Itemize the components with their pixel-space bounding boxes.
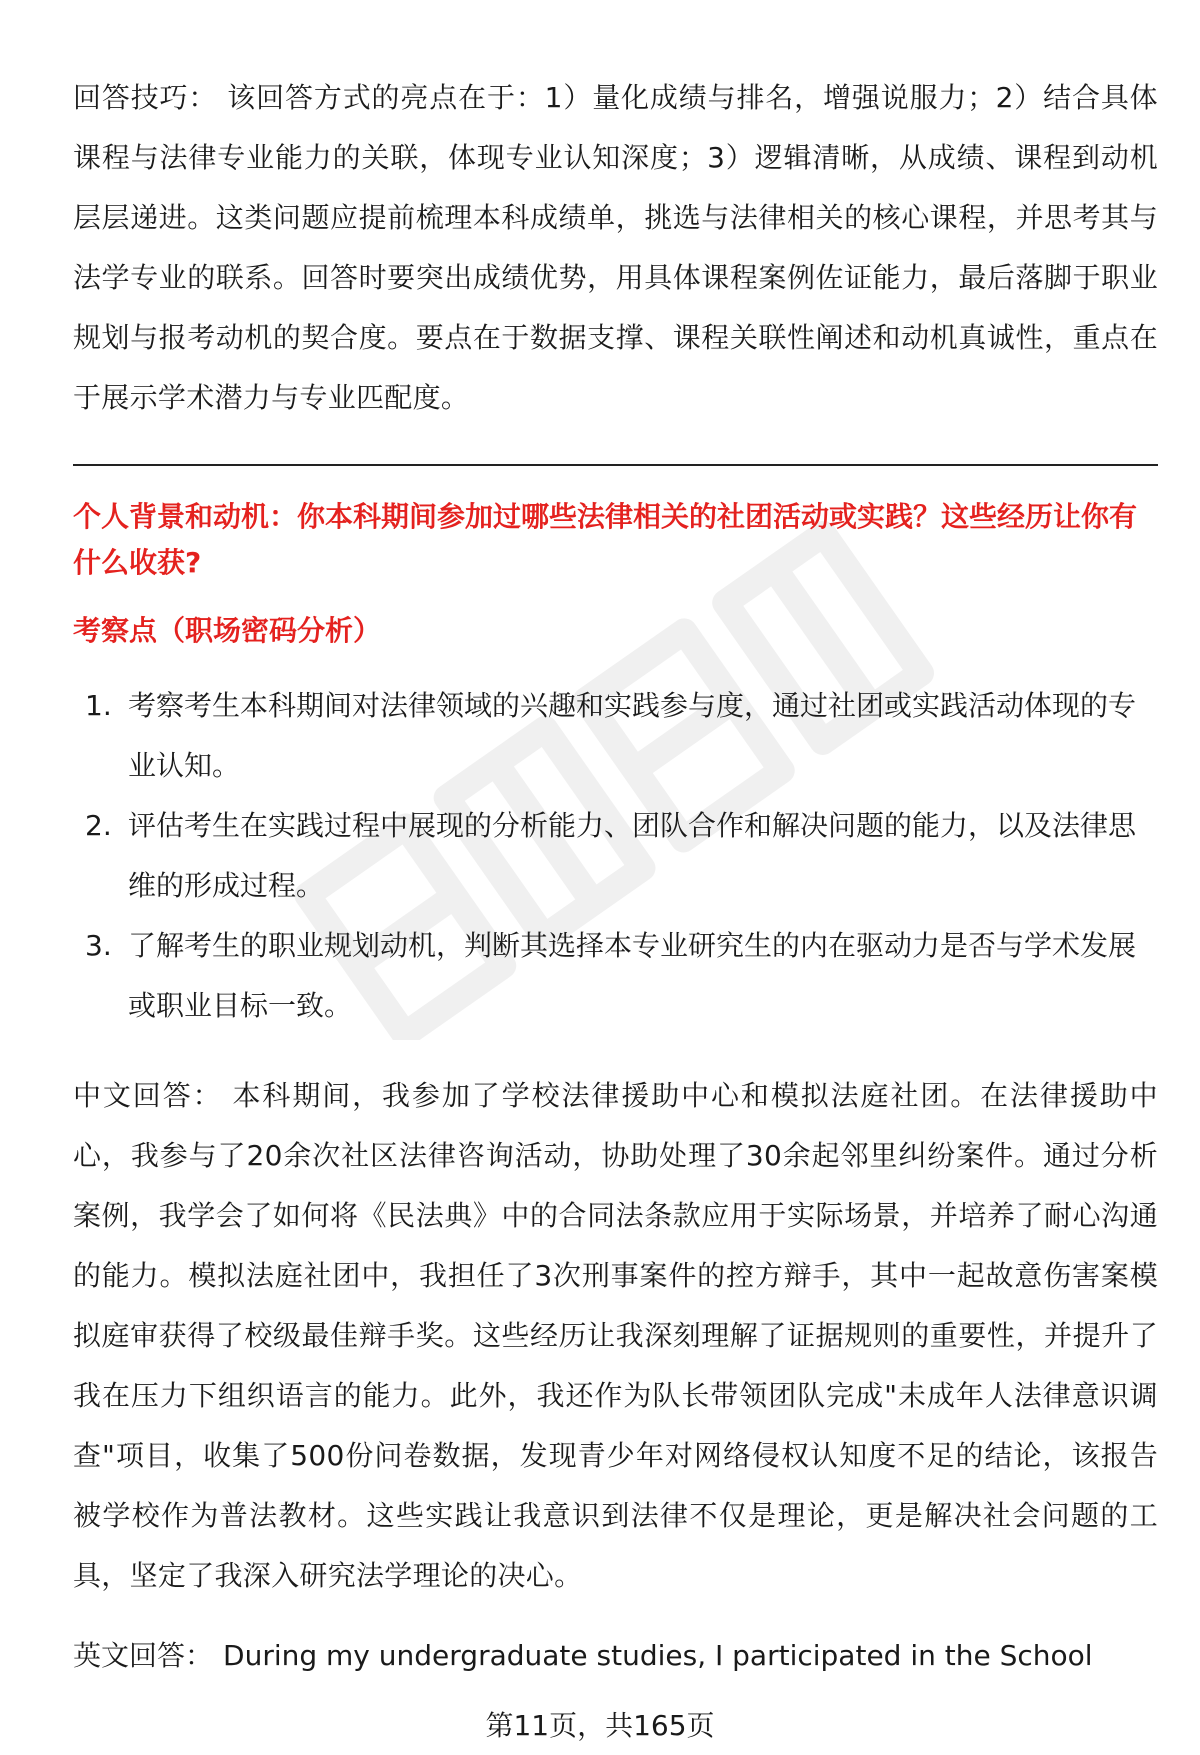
list-item-text: 考察考生本科期间对法律领域的兴趣和实践参与度，通过社团或实践活动体现的专业认知。 xyxy=(128,689,1137,782)
list-item-text: 评估考生在实践过程中展现的分析能力、团队合作和解决问题的能力，以及法律思维的形成过程。 xyxy=(128,809,1137,902)
list-item xyxy=(73,796,1158,916)
page-content xyxy=(73,68,1158,1606)
en-answer-text: During my undergraduate studies, I participated in the School xyxy=(223,1639,1093,1672)
en-answer-label: 英文回答： xyxy=(73,1639,214,1672)
cn-answer-block xyxy=(73,1066,1158,1606)
tips-label: 回答技巧： xyxy=(73,81,218,114)
cn-answer-label: 中文回答： xyxy=(73,1079,223,1112)
tips-text: 该回答方式的亮点在于：1）量化成绩与排名，增强说服力；2）结合具体课程与法律专业能力的关联，体现专业认知深度；3）逻辑清晰，从成绩、课程到动机层层递进。这类问题应提前梳理本科成绩单，挑选与法律相关的核心课程，并思考其与法学专业的联系。回答时要突出成绩优势，用具体课程案例佐证能力，最后落脚于职业规划与报考动机的契合度。要点在于数据支撑、课程关联性阐述和动机真诚性，重点在于展示学术潜力与专业匹配度。 xyxy=(73,81,1158,414)
tips-paragraph xyxy=(73,68,1158,428)
question-heading: 个人背景和动机：你本科期间参加过哪些法律相关的社团活动或实践？这些经历让你有什么收获? xyxy=(73,500,1138,579)
list-item-number: 1. xyxy=(85,689,112,722)
list-item-text: 了解考生的职业规划动机，判断其选择本专业研究生的内在驱动力是否与学术发展或职业目标一致。 xyxy=(128,929,1137,1022)
exam-points-heading: 考察点（职场密码分析） xyxy=(73,614,382,647)
list-item xyxy=(73,916,1158,1036)
list-item xyxy=(73,676,1158,796)
section-divider xyxy=(73,464,1158,466)
cn-answer-paragraph xyxy=(73,1066,1158,1606)
list-item-number: 2. xyxy=(85,809,112,842)
exam-points-list xyxy=(73,676,1158,1036)
list-item-number: 3. xyxy=(85,929,112,962)
page-footer: 第11页，共165页 xyxy=(485,1709,715,1742)
cn-answer-text: 本科期间，我参加了学校法律援助中心和模拟法庭社团。在法律援助中心，我参与了20余次社区法律咨询活动，协助处理了30余起邻里纠纷案件。通过分析案例，我学会了如何将《民法典》中的合同法条款应用于实际场景，并培养了耐心沟通的能力。模拟法庭社团中，我担任了3次刑事案件的控方辩手，其中一起故意伤害案模拟庭审获得了校级最佳辩手奖。这些经历让我深刻理解了证据规则的重要性，并提升了我在压力下组织语言的能力。此外，我还作为队长带领团队完成"未成年人法律意识调查"项目，收集了500份问卷数据，发现青少年对网络侵权认知度不足的结论，该报告被学校作为普法教材。这些实践让我意识到法律不仅是理论，更是解决社会问题的工具，坚定了我深入研究法学理论的决心。 xyxy=(73,1079,1158,1592)
en-answer-line xyxy=(73,1636,1093,1676)
